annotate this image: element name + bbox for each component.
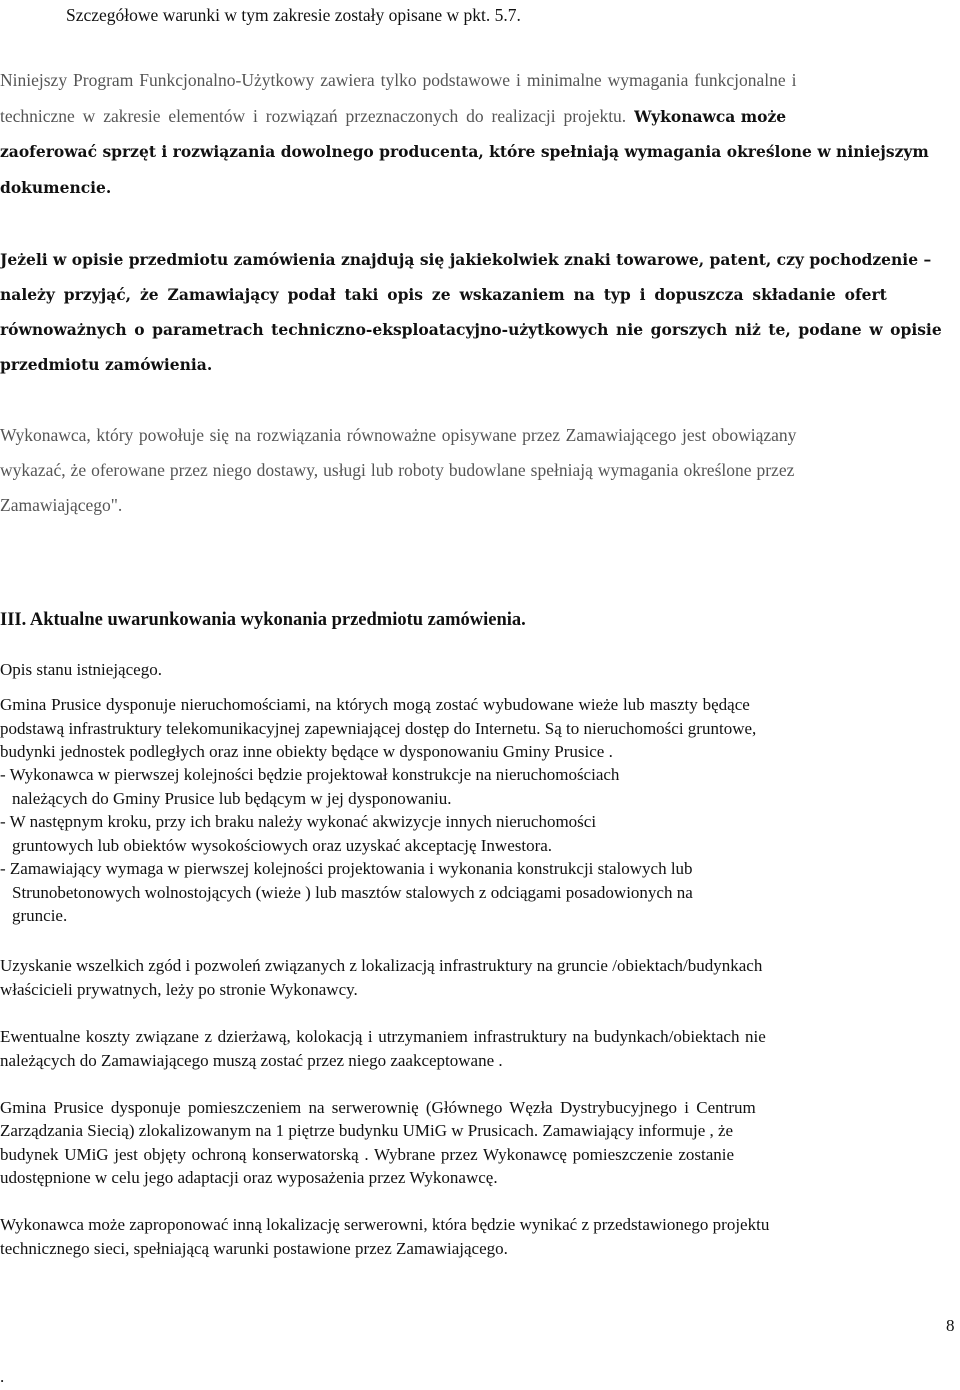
list-item-line: - Wykonawca w pierwszej kolejności będzie projektował konstrukcje na nieruchomościach — [0, 765, 620, 784]
list-item-line: - Zamawiający wymaga w pierwszej kolejności projektowania i wykonania konstrukcji stalowych lub — [0, 859, 693, 878]
list-item-line: Strunobetonowych wolnostojących (wieże ) lub masztów stalowych z odciągami posadowionych na — [12, 883, 693, 902]
list-item-line: - W następnym kroku, przy ich braku należy wykonać akwizycje innych nieruchomości — [0, 812, 597, 831]
paragraph-line: Zarządzania Siecią) zlokalizowanym na 1 piętrze budynku UMiG w Prusicach. Zamawiający informuje , że — [0, 1121, 734, 1140]
list-item-line: gruntowych lub obiektów wysokościowych oraz uzyskać akceptację Inwestora. — [12, 836, 553, 855]
paragraph-line: technicznego sieci, spełniającą warunki postawione przez Zamawiającego. — [0, 1239, 508, 1258]
paragraph-line — [0, 108, 960, 126]
paragraph-line: należy przyjąć, że Zamawiający podał taki opis ze wskazaniem na typ i dopuszcza składanie ofert — [0, 285, 887, 304]
paragraph-line: budynki jednostek podległych oraz inne obiekty będące w dysponowaniu Gminy Prusice . — [0, 742, 613, 761]
paragraph-line: Ewentualne koszty związane z dzierżawą, kolokacją i utrzymaniem infrastruktury na budynkach/obiektach nie — [0, 1027, 766, 1046]
paragraph-line: Jeżeli w opisie przedmiotu zamówienia znajdują się jakiekolwiek znaki towarowe, patent, czy pochodzenie – — [0, 250, 932, 269]
paragraph-line: Niniejszy Program Funkcjonalno-Użytkowy zawiera tylko podstawowe i minimalne wymagania funkcjonalne i — [0, 70, 797, 90]
paragraph-line: dokumencie. — [0, 178, 112, 197]
paragraph-line: Gmina Prusice dysponuje nieruchomościami, na których mogą zostać wybudowane wieże lub maszty będące — [0, 695, 750, 714]
paragraph-line: budynek UMiG jest objęty ochroną konserwatorską . Wybrane przez Wykonawcę pomieszczenie zostanie — [0, 1145, 735, 1164]
intro-line: Szczegółowe warunki w tym zakresie zostały opisane w pkt. 5.7. — [66, 5, 521, 25]
paragraph-line: Gmina Prusice dysponuje pomieszczeniem na serwerownię (Głównego Węzła Dystrybucyjnego i Centrum — [0, 1098, 756, 1117]
list-item-line: należących do Gminy Prusice lub będącym w jej dysponowaniu. — [12, 789, 452, 808]
paragraph-line: zaoferować sprzęt i rozwiązania dowolnego producenta, które spełniają wymagania określone w niniejszym — [0, 142, 929, 161]
paragraph-line: równoważnych o parametrach techniczno-eksploatacyjno-użytkowych nie gorszych niż te, podane w opisie — [0, 320, 942, 339]
paragraph-line: Zamawiającego". — [0, 495, 123, 515]
paragraph-line-text: techniczne w zakresie elementów i rozwiązań przeznaczonych do realizacji projektu. — [0, 106, 635, 126]
list-item-line: gruncie. — [12, 906, 68, 925]
page-number: 8 — [946, 1316, 955, 1335]
paragraph-line: udostępnione w celu jego adaptacji oraz wyposażenia przez Wykonawcę. — [0, 1168, 498, 1187]
paragraph-line: Uzyskanie wszelkich zgód i pozwoleń związanych z lokalizacją infrastruktury na gruncie /obiektach/budynkach — [0, 956, 763, 975]
paragraph-line: Wykonawca może zaproponować inną lokalizację serwerowni, która będzie wynikać z przedstawionego projektu — [0, 1215, 770, 1234]
paragraph-line: przedmiotu zamówienia. — [0, 355, 213, 374]
section-heading: III. Aktualne uwarunkowania wykonania przedmiotu zamówienia. — [0, 610, 526, 630]
footer-mark: . — [0, 1367, 5, 1386]
paragraph-line: podstawą infrastruktury telekomunikacyjnej zapewniającej dostęp do Internetu. Są to nieruchomości gruntowe, — [0, 719, 757, 738]
bold-phrase: Wykonawca może — [634, 107, 787, 126]
paragraph-line: wykazać, że oferowane przez niego dostawy, usługi lub roboty budowlane spełniają wymagania określone przez — [0, 460, 795, 480]
paragraph-line: należących do Zamawiającego muszą zostać przez niego zaakceptowane . — [0, 1051, 503, 1070]
subheading: Opis stanu istniejącego. — [0, 660, 162, 679]
paragraph-line: właścicieli prywatnych, leży po stronie Wykonawcy. — [0, 980, 358, 999]
paragraph-line: Wykonawca, który powołuje się na rozwiązania równoważne opisywane przez Zamawiającego jest obowiązany — [0, 425, 797, 445]
